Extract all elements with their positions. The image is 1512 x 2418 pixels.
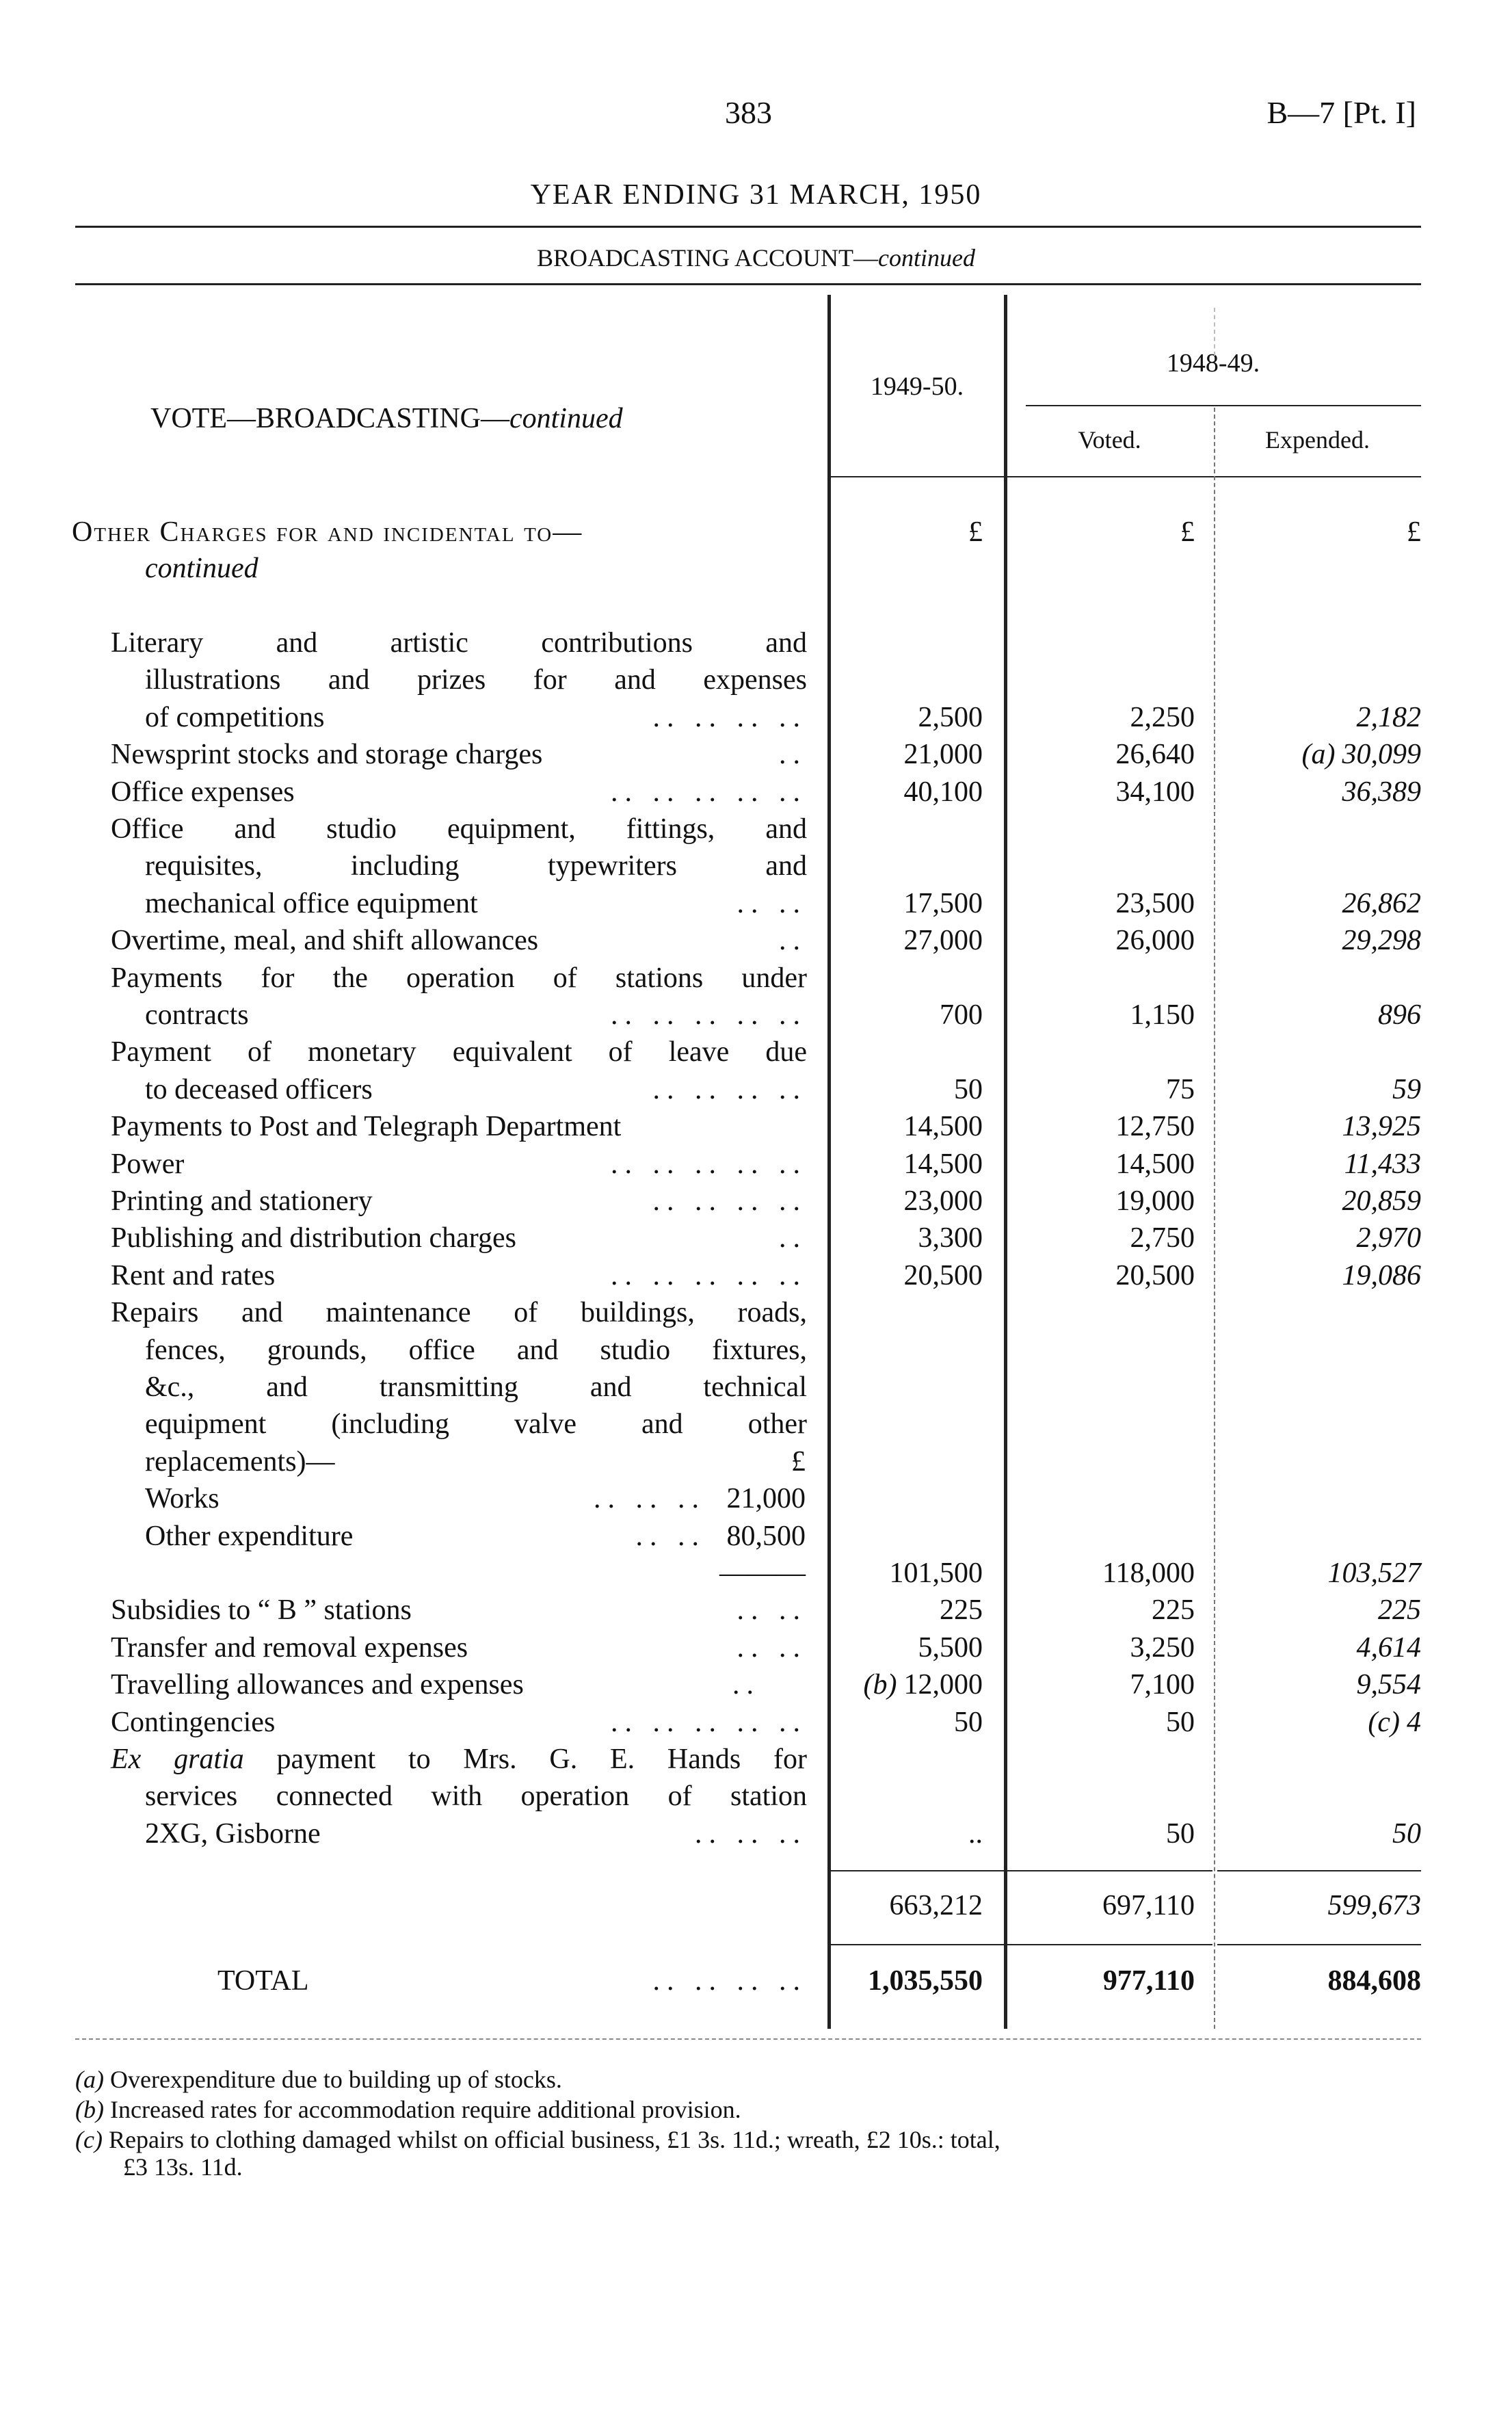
currency-1: £	[968, 516, 983, 548]
amount-value: ..	[968, 1817, 983, 1850]
row-description-text: to deceased officers	[145, 1073, 373, 1105]
row-description	[145, 1071, 807, 1108]
table-row	[0, 811, 1512, 847]
amount-expended	[1342, 885, 1422, 922]
row-description-text: services connected with operation of station	[145, 1780, 807, 1813]
row-description-text: Newsprint stocks and storage charges	[111, 739, 543, 771]
table-row	[0, 661, 1512, 698]
table-row	[0, 1555, 1512, 1592]
currency-3: £	[1407, 516, 1421, 548]
amount-value: 14,500	[903, 1111, 983, 1143]
amount-expended	[1392, 1815, 1421, 1852]
amount-1949-50	[904, 1146, 983, 1183]
table-row	[0, 1666, 1512, 1703]
table-row	[0, 997, 1512, 1034]
footnote-text: Increased rates for accommodation require additional provision.	[109, 2096, 741, 2123]
amount-value: 2,970	[1356, 1222, 1421, 1254]
dot-leader: .. ..	[737, 887, 807, 919]
dot-leader: .. ..	[635, 1520, 706, 1552]
amount-expended	[1302, 736, 1421, 773]
amount-value: 13,925	[1342, 1111, 1421, 1143]
amount-1949-50	[940, 997, 983, 1034]
amount-value: 9,554	[1356, 1669, 1421, 1701]
row-description-text: Contingencies	[111, 1706, 276, 1738]
amount-value: 1,150	[1130, 999, 1195, 1031]
table-row	[0, 1071, 1512, 1108]
row-description-text: &c., and transmitting and technical	[145, 1371, 807, 1403]
amount-expended	[1357, 1629, 1422, 1666]
total-leader: .. .. .. ..	[652, 1965, 807, 1997]
amount-value: 12,750	[1115, 1111, 1195, 1143]
amount-value: 7,100	[1130, 1669, 1195, 1701]
dot-leader: .. .. .. ..	[652, 1073, 807, 1105]
subtitle-continued: continued	[878, 244, 975, 272]
table-row	[0, 1257, 1512, 1294]
row-description	[111, 1592, 807, 1629]
amount-value: 225	[940, 1594, 983, 1627]
amount-voted	[1166, 1815, 1195, 1852]
subtitle-rule	[75, 283, 1421, 285]
row-description-text: Office expenses	[111, 776, 295, 808]
table-row	[0, 699, 1512, 736]
amount-voted	[1116, 885, 1195, 922]
dot-leader: .. ..	[737, 1594, 807, 1627]
amount-1949-50	[890, 1555, 983, 1592]
amount-expended	[1357, 1666, 1422, 1703]
footnote-a	[75, 2064, 562, 2094]
amount-value: 4	[1407, 1706, 1421, 1738]
amount-value: 2,750	[1130, 1222, 1195, 1254]
title-rule	[75, 226, 1421, 228]
dot-leader: .. .. ..	[695, 1817, 807, 1850]
row-description	[111, 1146, 807, 1183]
row-description	[111, 960, 807, 997]
section-continued: continued	[145, 553, 258, 584]
amount-voted	[1152, 1592, 1195, 1629]
row-description	[111, 1034, 807, 1070]
row-description	[145, 661, 807, 698]
amount-value: 5,500	[918, 1631, 983, 1664]
row-description-text: Office and studio equipment, fittings, and	[111, 813, 807, 845]
row-description-text: 2XG, Gisborne	[145, 1817, 321, 1850]
amount-value: 896	[1378, 999, 1421, 1031]
row-description-text: Rent and rates	[111, 1259, 276, 1291]
footnote-mark: (a)	[75, 2066, 104, 2093]
header-rule	[829, 476, 1421, 477]
subtotal-expended: 599,673	[1327, 1890, 1421, 1921]
amount-1949-50	[940, 1592, 983, 1629]
table-row	[0, 625, 1512, 661]
amount-value: 14,500	[1115, 1148, 1195, 1180]
dot-leader: .. .. .. .. ..	[611, 999, 807, 1031]
amount-value: 2,182	[1356, 701, 1421, 733]
dot-leader: .. .. .. .. ..	[611, 1148, 807, 1180]
amount-voted	[1116, 774, 1195, 811]
amount-value: 34,100	[1115, 776, 1195, 808]
row-description	[145, 997, 807, 1034]
amount-expended	[1368, 1704, 1421, 1741]
column-voted: Voted.	[1078, 426, 1141, 454]
total-label: TOTAL	[217, 1965, 309, 1997]
amount-value: 19,000	[1115, 1185, 1195, 1217]
row-description-text: requisites, including typewriters and	[145, 850, 807, 882]
table-row	[0, 1034, 1512, 1070]
column-expended: Expended.	[1265, 426, 1370, 454]
row-description	[111, 1294, 807, 1331]
subtotal-1949-50: 663,212	[889, 1890, 983, 1921]
amount-1949-50	[904, 1108, 983, 1145]
amount-value: 26,862	[1342, 887, 1421, 919]
row-description-text: Travelling allowances and expenses	[111, 1669, 524, 1701]
row-description	[111, 736, 807, 773]
dot-leader: .. .. .. ..	[652, 1185, 807, 1217]
dot-leader: ..	[779, 925, 807, 957]
total-expended: 884,608	[1327, 1965, 1421, 1997]
table-row	[0, 885, 1512, 922]
amount-voted	[1116, 1183, 1195, 1220]
page-reference: B—7 [Pt. I]	[1266, 95, 1416, 130]
vote-heading	[150, 400, 623, 437]
amount-value: 30,099	[1342, 739, 1421, 771]
amount-voted	[1130, 699, 1195, 736]
amount-expended	[1392, 1071, 1421, 1108]
footnote-text: Repairs to clothing damaged whilst on official business, £1 3s. 11d.; wreath, £2 10s.: total,	[108, 2126, 1000, 2153]
table-row	[0, 1741, 1512, 1778]
row-description	[111, 1108, 807, 1145]
row-description-text: Payment of monetary equivalent of leave due	[111, 1036, 807, 1068]
row-description	[111, 1220, 807, 1257]
row-description	[111, 811, 807, 847]
dot-leader: .. .. .. .. ..	[611, 776, 807, 808]
footnote-c-continued: £3 13s. 11d.	[123, 2153, 243, 2181]
amount-1949-50	[918, 1629, 983, 1666]
amount-value: 50	[1392, 1817, 1421, 1850]
amount-value: 4,614	[1356, 1631, 1421, 1664]
row-description	[145, 885, 807, 922]
row-description	[111, 1629, 807, 1666]
footnote-mark: (c)	[75, 2126, 103, 2153]
table-row	[0, 1108, 1512, 1145]
amount-1949-50	[968, 1815, 983, 1852]
amount-voted	[1116, 922, 1195, 959]
subtotal-rule-1	[831, 1870, 1004, 1871]
row-description	[111, 1704, 807, 1741]
row-description-text: equipment (including valve and other	[145, 1408, 807, 1441]
row-description-text: Overtime, meal, and shift allowances	[111, 925, 539, 957]
amount-value: 27,000	[903, 925, 983, 957]
table-row	[0, 1815, 1512, 1852]
row-description-text: Literary and artistic contributions and	[111, 627, 807, 659]
table-row	[0, 1592, 1512, 1629]
row-description-text: Publishing and distribution charges	[111, 1222, 517, 1254]
amount-voted	[1130, 997, 1195, 1034]
amount-voted	[1130, 1220, 1195, 1257]
footnote-reference: (b)	[863, 1669, 897, 1701]
amount-1949-50	[904, 1183, 983, 1220]
amount-expended	[1342, 1183, 1422, 1220]
amount-1949-50	[918, 699, 983, 736]
amount-value: 50	[954, 1706, 983, 1738]
amount-expended	[1357, 1220, 1422, 1257]
amount-value: 20,859	[1342, 1185, 1421, 1217]
sub-amount: £	[791, 1445, 806, 1477]
footer-rule	[75, 2038, 1421, 2040]
dot-leader: .. ..	[737, 1631, 807, 1664]
amount-1949-50	[904, 1257, 983, 1294]
row-description-text: fences, grounds, office and studio fixtures,	[145, 1334, 807, 1366]
row-description	[145, 1369, 807, 1406]
amount-value: 29,298	[1342, 925, 1421, 957]
row-description	[145, 699, 807, 736]
amount-1949-50	[904, 774, 983, 811]
footnote-reference: (a)	[1301, 739, 1336, 771]
amount-value: 14,500	[903, 1148, 983, 1180]
amount-expended	[1378, 997, 1421, 1034]
table-row	[0, 847, 1512, 884]
table-row	[0, 1518, 1512, 1555]
row-description	[145, 1332, 807, 1369]
amount-value: 3,250	[1130, 1631, 1195, 1664]
amount-value: 225	[1152, 1594, 1195, 1627]
account-subtitle	[0, 239, 1512, 276]
subtotal-voted: 697,110	[1102, 1890, 1195, 1921]
amount-value: 2,250	[1130, 701, 1195, 733]
row-description-text: mechanical office equipment	[145, 887, 478, 919]
amount-1949-50	[864, 1666, 983, 1703]
row-description-text: Repairs and maintenance of buildings, roads,	[111, 1297, 807, 1329]
row-description	[111, 1741, 807, 1778]
row-description-text: of competitions	[145, 701, 325, 733]
section-heading-text: Other Charges for and incidental to—	[72, 516, 583, 548]
row-description-text: Payments to Post and Telegraph Department	[111, 1111, 622, 1143]
amount-expended	[1378, 1592, 1421, 1629]
footnote-mark: (b)	[75, 2096, 104, 2123]
table-row	[0, 1704, 1512, 1741]
vote-heading-continued: continued	[509, 403, 623, 434]
amount-value: 700	[940, 999, 983, 1031]
amount-voted	[1130, 1629, 1195, 1666]
dot-leader: ..	[779, 739, 807, 771]
subtotal-rule-2	[1007, 1870, 1212, 1871]
footnote-b	[75, 2094, 741, 2125]
row-description	[145, 847, 807, 884]
group-rule	[1026, 405, 1421, 406]
page-title: YEAR ENDING 31 MARCH, 1950	[530, 179, 982, 211]
subtotal-row	[0, 1887, 1512, 1924]
row-description	[145, 1815, 807, 1852]
total-rule-1	[831, 1944, 1004, 1945]
amount-value: 12,000	[903, 1669, 983, 1701]
column-group-1948-49: 1948-49.	[1166, 349, 1260, 378]
row-description	[111, 774, 807, 811]
page-number: 383	[725, 95, 772, 130]
table-row	[0, 1369, 1512, 1406]
amount-value: 2,500	[918, 701, 983, 733]
row-description	[111, 922, 807, 959]
row-description-text: Subsidies to “ B ” stations	[111, 1594, 412, 1627]
table-row	[0, 1406, 1512, 1443]
total-rule-2	[1007, 1944, 1212, 1945]
amount-value: 26,640	[1115, 739, 1195, 771]
table-row	[0, 1183, 1512, 1220]
sub-amount: 21,000	[726, 1483, 806, 1515]
table-row	[0, 774, 1512, 811]
dot-leader: .. .. .. ..	[652, 701, 807, 733]
column-1949-50: 1949-50.	[870, 372, 964, 401]
amount-voted	[1116, 1108, 1195, 1145]
amount-value: 50	[1166, 1706, 1195, 1738]
column-divider-3-top	[1214, 308, 1215, 356]
amount-value: 118,000	[1102, 1558, 1195, 1589]
amount-value: 23,000	[903, 1185, 983, 1217]
table-row	[0, 1146, 1512, 1183]
table-row	[0, 1480, 1512, 1517]
table-row	[0, 1332, 1512, 1369]
subtotal-rule-3	[1217, 1870, 1421, 1871]
row-description	[145, 1406, 807, 1443]
amount-value: 3,300	[918, 1222, 983, 1254]
amount-value: 20,500	[903, 1259, 983, 1291]
section-heading	[72, 514, 583, 551]
amount-voted	[1166, 1704, 1195, 1741]
footnote-text: Overexpenditure due to building up of stocks.	[109, 2066, 562, 2093]
amount-value: 225	[1378, 1594, 1421, 1627]
amount-voted	[1116, 1146, 1195, 1183]
amount-value: 40,100	[903, 776, 983, 808]
amount-1949-50	[904, 885, 983, 922]
row-description	[145, 1518, 706, 1555]
total-row	[0, 1962, 1512, 1999]
row-description	[111, 625, 807, 661]
table-row	[0, 1629, 1512, 1666]
row-description-text: replacements)—	[145, 1445, 335, 1477]
row-description-text: Transfer and removal expenses	[111, 1631, 468, 1664]
row-description	[111, 1666, 760, 1703]
dot-leader: ..	[732, 1669, 760, 1701]
amount-expended	[1344, 1146, 1421, 1183]
row-description-text: Printing and stationery	[111, 1185, 373, 1217]
row-description	[145, 1443, 706, 1480]
table-row	[0, 1778, 1512, 1815]
amount-value: 11,433	[1344, 1148, 1421, 1180]
row-description-text: payment to Mrs. G. E. Hands for	[243, 1744, 807, 1775]
row-description-text: Works	[145, 1483, 220, 1515]
amount-value: 36,389	[1342, 776, 1421, 808]
dot-leader: .. .. .. .. ..	[611, 1706, 807, 1738]
row-description	[145, 1778, 807, 1815]
footnote-c	[75, 2125, 1000, 2155]
row-description-text: Other expenditure	[145, 1520, 354, 1552]
subtitle-text: BROADCASTING ACCOUNT—	[536, 244, 879, 272]
table-row	[0, 1443, 1512, 1480]
amount-expended	[1342, 922, 1422, 959]
amount-voted	[1116, 736, 1195, 773]
amount-value: 50	[954, 1073, 983, 1105]
row-description-italic: Ex gratia	[111, 1744, 244, 1775]
amount-value: 20,500	[1115, 1259, 1195, 1291]
vote-heading-text: VOTE—BROADCASTING—	[150, 403, 509, 434]
amount-value: 21,000	[903, 739, 983, 771]
amount-value: 26,000	[1115, 925, 1195, 957]
amount-value: 59	[1392, 1073, 1421, 1105]
table-row	[0, 960, 1512, 997]
amount-expended	[1342, 1108, 1422, 1145]
amount-expended	[1357, 699, 1422, 736]
total-rule-3	[1217, 1944, 1421, 1945]
amount-1949-50	[904, 922, 983, 959]
row-description-text: Power	[111, 1148, 185, 1180]
amount-value: 17,500	[903, 887, 983, 919]
table-row	[0, 1294, 1512, 1331]
amount-1949-50	[918, 1220, 983, 1257]
footnote-reference: (c)	[1368, 1706, 1400, 1738]
amount-value: 23,500	[1115, 887, 1195, 919]
row-description	[145, 1480, 706, 1517]
table-row	[0, 736, 1512, 773]
amount-expended	[1342, 1257, 1422, 1294]
row-description-text: illustrations and prizes for and expenses	[145, 664, 807, 696]
amount-voted	[1102, 1555, 1195, 1592]
amount-value: 19,086	[1342, 1259, 1421, 1291]
amount-value: 101,500	[889, 1558, 983, 1589]
amount-1949-50	[904, 736, 983, 773]
amount-expended	[1342, 774, 1422, 811]
row-description	[111, 1257, 807, 1294]
sub-amount: ———	[719, 1558, 806, 1589]
total-voted: 977,110	[1102, 1965, 1195, 1997]
amount-1949-50	[954, 1704, 983, 1741]
table-row	[0, 922, 1512, 959]
row-description-text: Payments for the operation of stations under	[111, 962, 807, 994]
currency-2: £	[1180, 516, 1195, 548]
dot-leader: ..	[779, 1222, 807, 1254]
amount-expended	[1328, 1555, 1422, 1592]
sub-amount: 80,500	[726, 1520, 806, 1552]
amount-voted	[1166, 1071, 1195, 1108]
total-1949-50: 1,035,550	[868, 1965, 983, 1997]
row-description	[111, 1183, 807, 1220]
dot-leader: .. .. ..	[594, 1483, 706, 1515]
amount-1949-50	[954, 1071, 983, 1108]
amount-value: 103,527	[1327, 1558, 1421, 1589]
amount-voted	[1116, 1257, 1195, 1294]
amount-value: 50	[1166, 1817, 1195, 1850]
amount-voted	[1130, 1666, 1195, 1703]
amount-value: 75	[1166, 1073, 1195, 1105]
row-description-text: contracts	[145, 999, 249, 1031]
table-row	[0, 1220, 1512, 1257]
dot-leader: .. .. .. .. ..	[611, 1259, 807, 1291]
